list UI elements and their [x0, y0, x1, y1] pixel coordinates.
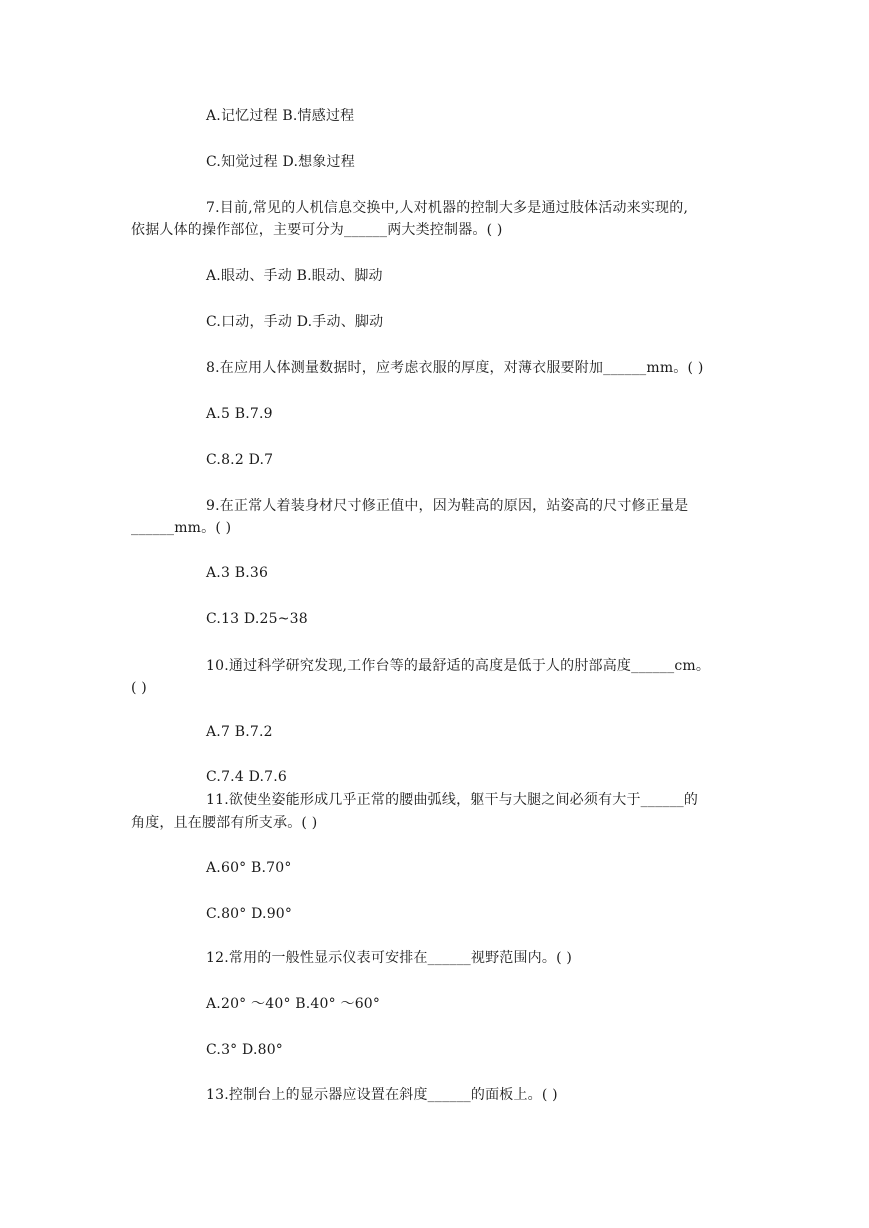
- q6-options-ab: A.记忆过程 B.情感过程: [206, 108, 355, 124]
- q8-stem: 8.在应用人体测量数据时，应考虑衣服的厚度，对薄衣服要附加______mm。( ): [206, 360, 704, 376]
- q8-options-ab: A.5 B.7.9: [206, 406, 273, 422]
- q9-options-ab: A.3 B.36: [206, 565, 269, 581]
- q10-stem-line1: 10.通过科学研究发现,工作台等的最舒适的高度是低于人的肘部高度______cm。: [206, 658, 711, 674]
- q12-stem: 12.常用的一般性显示仪表可安排在______视野范围内。( ): [206, 950, 573, 966]
- q6-options-cd: C.知觉过程 D.想象过程: [206, 154, 355, 170]
- q10-stem-line2: ( ): [131, 680, 147, 696]
- q7-options-ab: A.眼动、手动 B.眼动、脚动: [206, 268, 383, 284]
- q12-options-ab: A.20° ～40° B.40° ～60°: [206, 996, 381, 1012]
- q10-options-ab: A.7 B.7.2: [206, 724, 273, 740]
- q7-options-cd: C.口动，手动 D.手动、脚动: [206, 314, 384, 330]
- q11-stem-line1: 11.欲使坐姿能形成几乎正常的腰曲弧线，躯干与大腿之间必须有大于______的: [206, 792, 699, 808]
- q9-options-cd: C.13 D.25~38: [206, 611, 308, 627]
- q9-stem-line1: 9.在正常人着装身材尺寸修正值中，因为鞋高的原因，站姿高的尺寸修正量是: [206, 498, 689, 514]
- q9-stem-line2: ______mm。( ): [131, 520, 232, 536]
- q10-options-cd: C.7.4 D.7.6: [206, 769, 288, 785]
- q12-options-cd: C.3° D.80°: [206, 1042, 284, 1058]
- q11-stem-line2: 角度，且在腰部有所支承。( ): [131, 815, 318, 831]
- q11-options-ab: A.60° B.70°: [206, 860, 292, 876]
- q8-options-cd: C.8.2 D.7: [206, 452, 274, 468]
- q7-stem-line2: 依据人体的操作部位，主要可分为______两大类控制器。( ): [131, 222, 503, 238]
- q11-options-cd: C.80° D.90°: [206, 906, 293, 922]
- q7-stem-line1: 7.目前,常见的人机信息交换中,人对机器的控制大多是通过肢体活动来实现的,: [206, 200, 689, 216]
- q13-stem: 13.控制台上的显示器应设置在斜度______的面板上。( ): [206, 1087, 558, 1103]
